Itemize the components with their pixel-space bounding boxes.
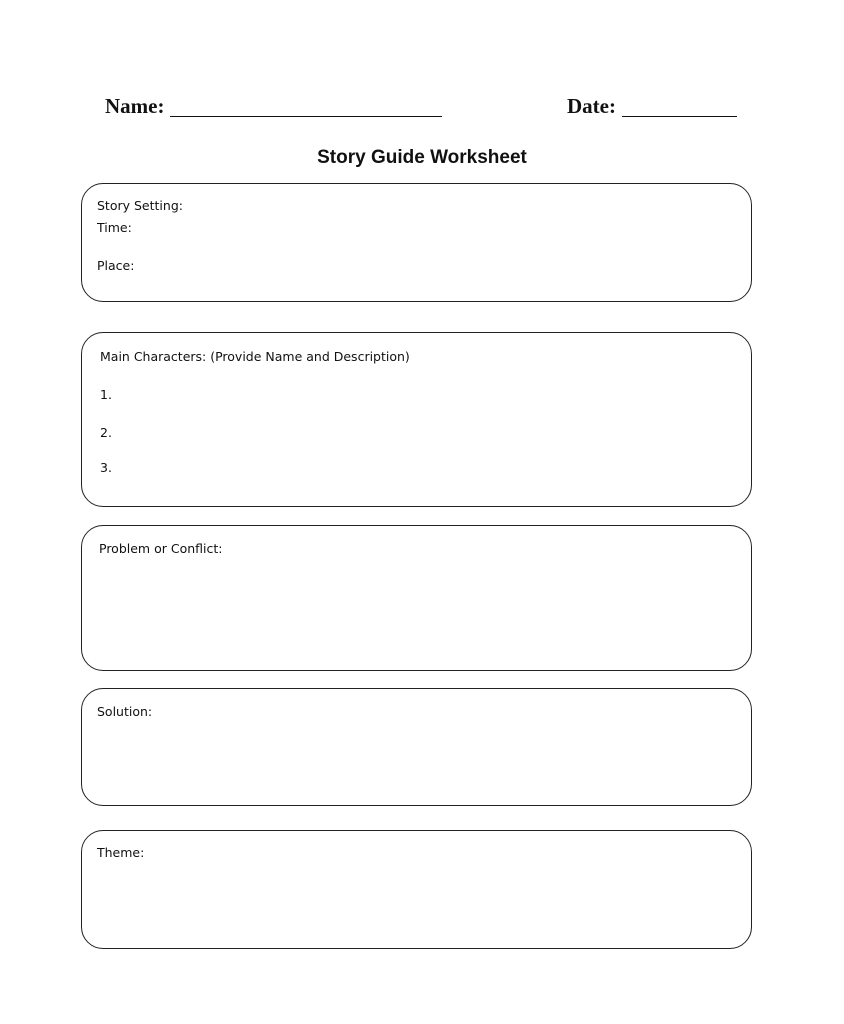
story-setting-heading: Story Setting:	[97, 198, 183, 213]
date-field-line[interactable]	[622, 116, 737, 117]
story-setting-box[interactable]	[81, 183, 752, 302]
character-item-3: 3.	[100, 460, 112, 475]
main-characters-heading: Main Characters: (Provide Name and Description)	[100, 349, 410, 364]
theme-box[interactable]	[81, 830, 752, 949]
date-label: Date:	[567, 94, 616, 118]
character-item-1: 1.	[100, 387, 112, 402]
main-characters-box[interactable]	[81, 332, 752, 507]
name-field-line[interactable]	[170, 116, 442, 117]
page-title: Story Guide Worksheet	[317, 147, 527, 168]
theme-heading: Theme:	[97, 845, 145, 860]
problem-conflict-box[interactable]	[81, 525, 752, 671]
character-item-2: 2.	[100, 425, 112, 440]
problem-conflict-heading: Problem or Conflict:	[99, 541, 223, 556]
header-row	[0, 92, 844, 124]
name-label: Name:	[105, 94, 165, 118]
solution-heading: Solution:	[97, 704, 153, 719]
solution-box[interactable]	[81, 688, 752, 806]
time-label: Time:	[97, 220, 132, 235]
place-label: Place:	[97, 258, 135, 273]
